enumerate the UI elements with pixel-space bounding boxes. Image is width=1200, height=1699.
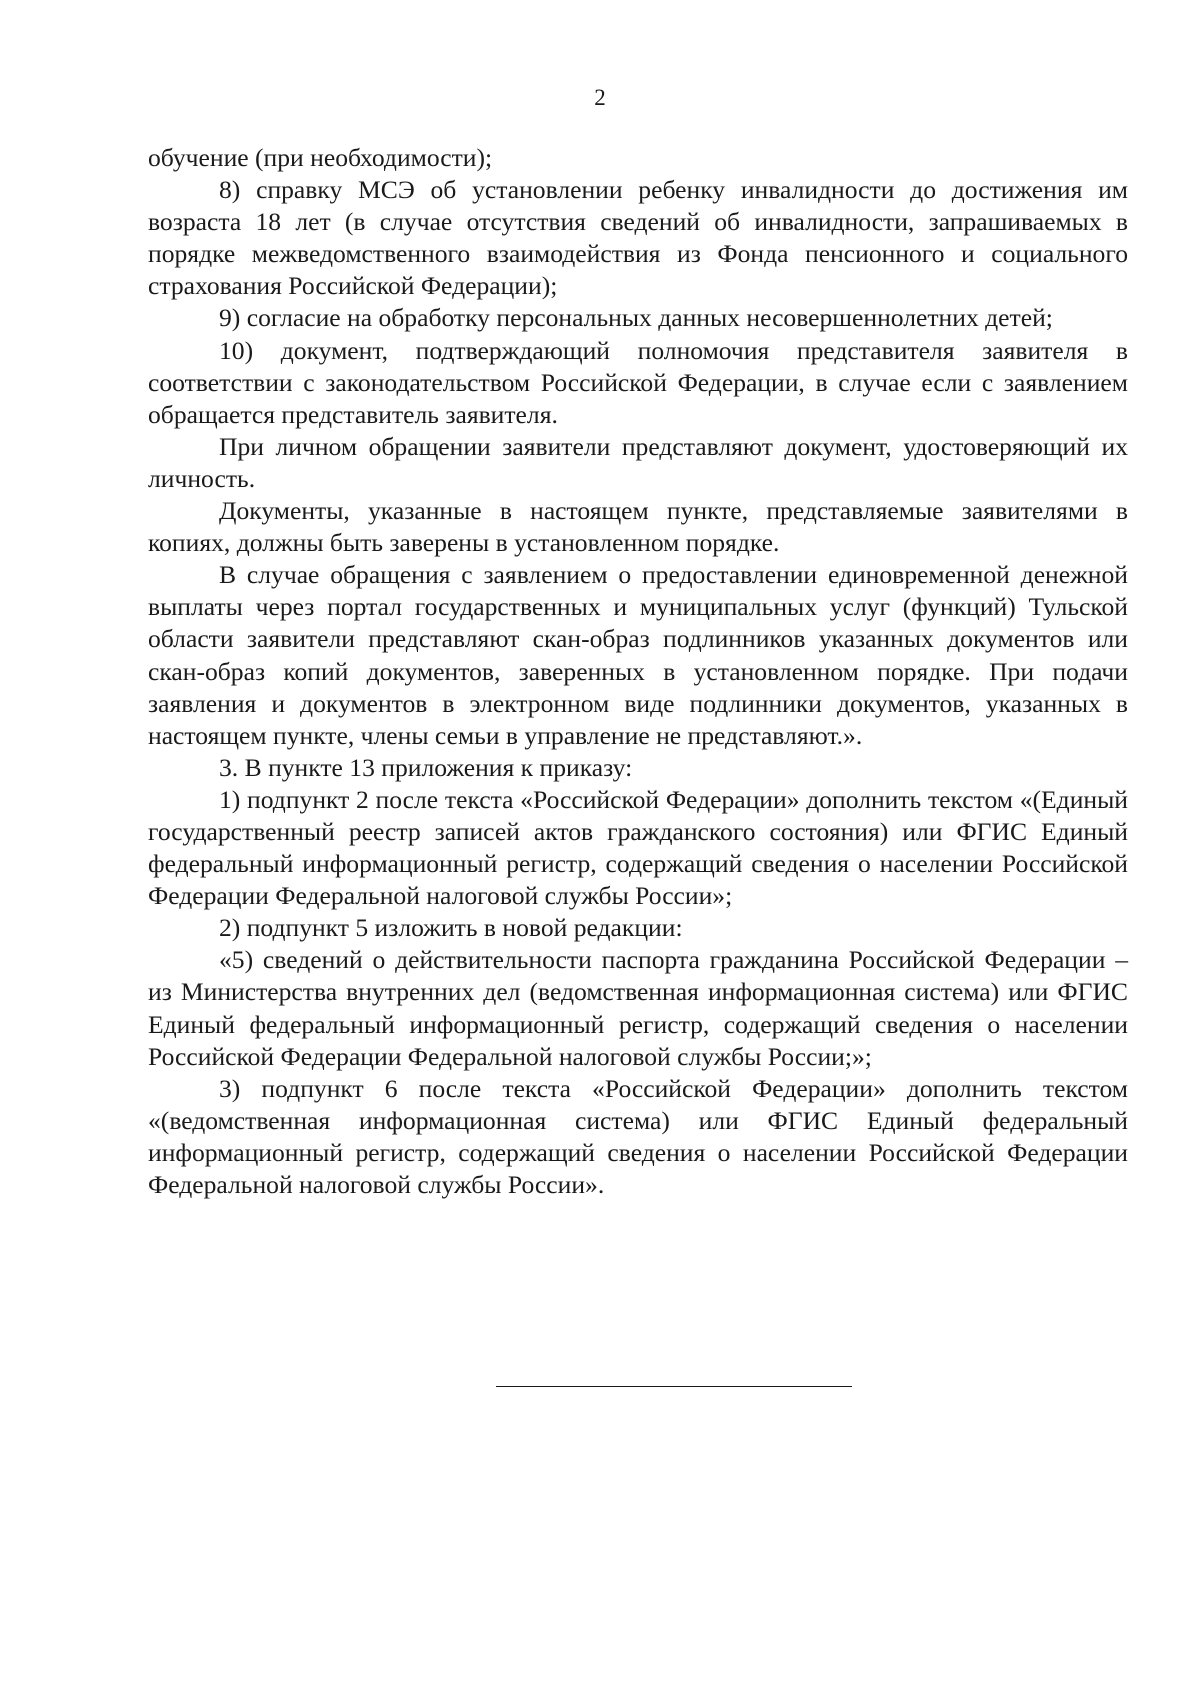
paragraph-item-9-consent: 9) согласие на обработку персональных данных несовершеннолетних детей;	[219, 303, 1053, 333]
paragraph-item-8-mse-certificate: 8) справку МСЭ об установлении ребенку инвалидности до достижения им возраста 18 лет (в случае отсутствия сведений об инвалидности, запрашиваемых в порядке межведомственного взаимодействия из Фонда пенсионного и социального страхования Российской Федерации);	[148, 175, 1128, 301]
paragraph-copies-certified: Документы, указанные в настоящем пункте, представляемые заявителями в копиях, должны быть заверены в установленном порядке.	[148, 496, 1128, 558]
paragraph-subitem-3: 3) подпункт 6 после текста «Российской Федерации» дополнить текстом «(ведомственная информационная система) или ФГИС Единый федеральный информационный регистр, содержащий сведения о населении Российской Федерации Федеральной налоговой службы России».	[148, 1073, 1128, 1199]
paragraph-portal-submission: В случае обращения с заявлением о предоставлении единовременной денежной выплаты через портал государственных и муниципальных услуг (функций) Тульской области заявители представляют скан-образ подлинников указанных документов или скан-образ копий документов, заверенных в установленном порядке. При подачи заявления и документов в электронном виде подлинники документов, указанных в настоящем пункте, члены семьи в управление не представляют.».	[148, 560, 1128, 750]
paragraph-item-10-representative: 10) документ, подтверждающий полномочия представителя заявителя в соответствии с законодательством Российской Федерации, в случае если с заявлением обращается представитель заявителя.	[148, 335, 1128, 429]
paragraph-personal-appeal: При личном обращении заявители представляют документ, удостоверяющий их личность.	[148, 431, 1128, 493]
end-of-document-rule	[496, 1386, 852, 1387]
paragraph-section-3-heading: 3. В пункте 13 приложения к приказу:	[219, 752, 633, 782]
paragraph-subitem-5-new-wording: «5) сведений о действительности паспорта гражданина Российской Федерации – из Министерства внутренних дел (ведомственная информационная система) или ФГИС Единый федеральный информационный регистр, содержащий сведения о населении Российской Федерации Федеральной налоговой службы России;»;	[148, 945, 1128, 1071]
paragraph-subitem-2: 2) подпункт 5 изложить в новой редакции:	[219, 913, 683, 943]
paragraph-training-continuation: обучение (при необходимости);	[148, 143, 493, 172]
paragraph-subitem-1: 1) подпункт 2 после текста «Российской Федерации» дополнить текстом «(Единый государственный реестр записей актов гражданского состояния) или ФГИС Единый федеральный информационный регистр, содержащий сведения о населении Российской Федерации Федеральной налоговой службы России»;	[148, 784, 1128, 911]
document-body	[148, 142, 1128, 1201]
page-number: 2	[594, 85, 606, 110]
